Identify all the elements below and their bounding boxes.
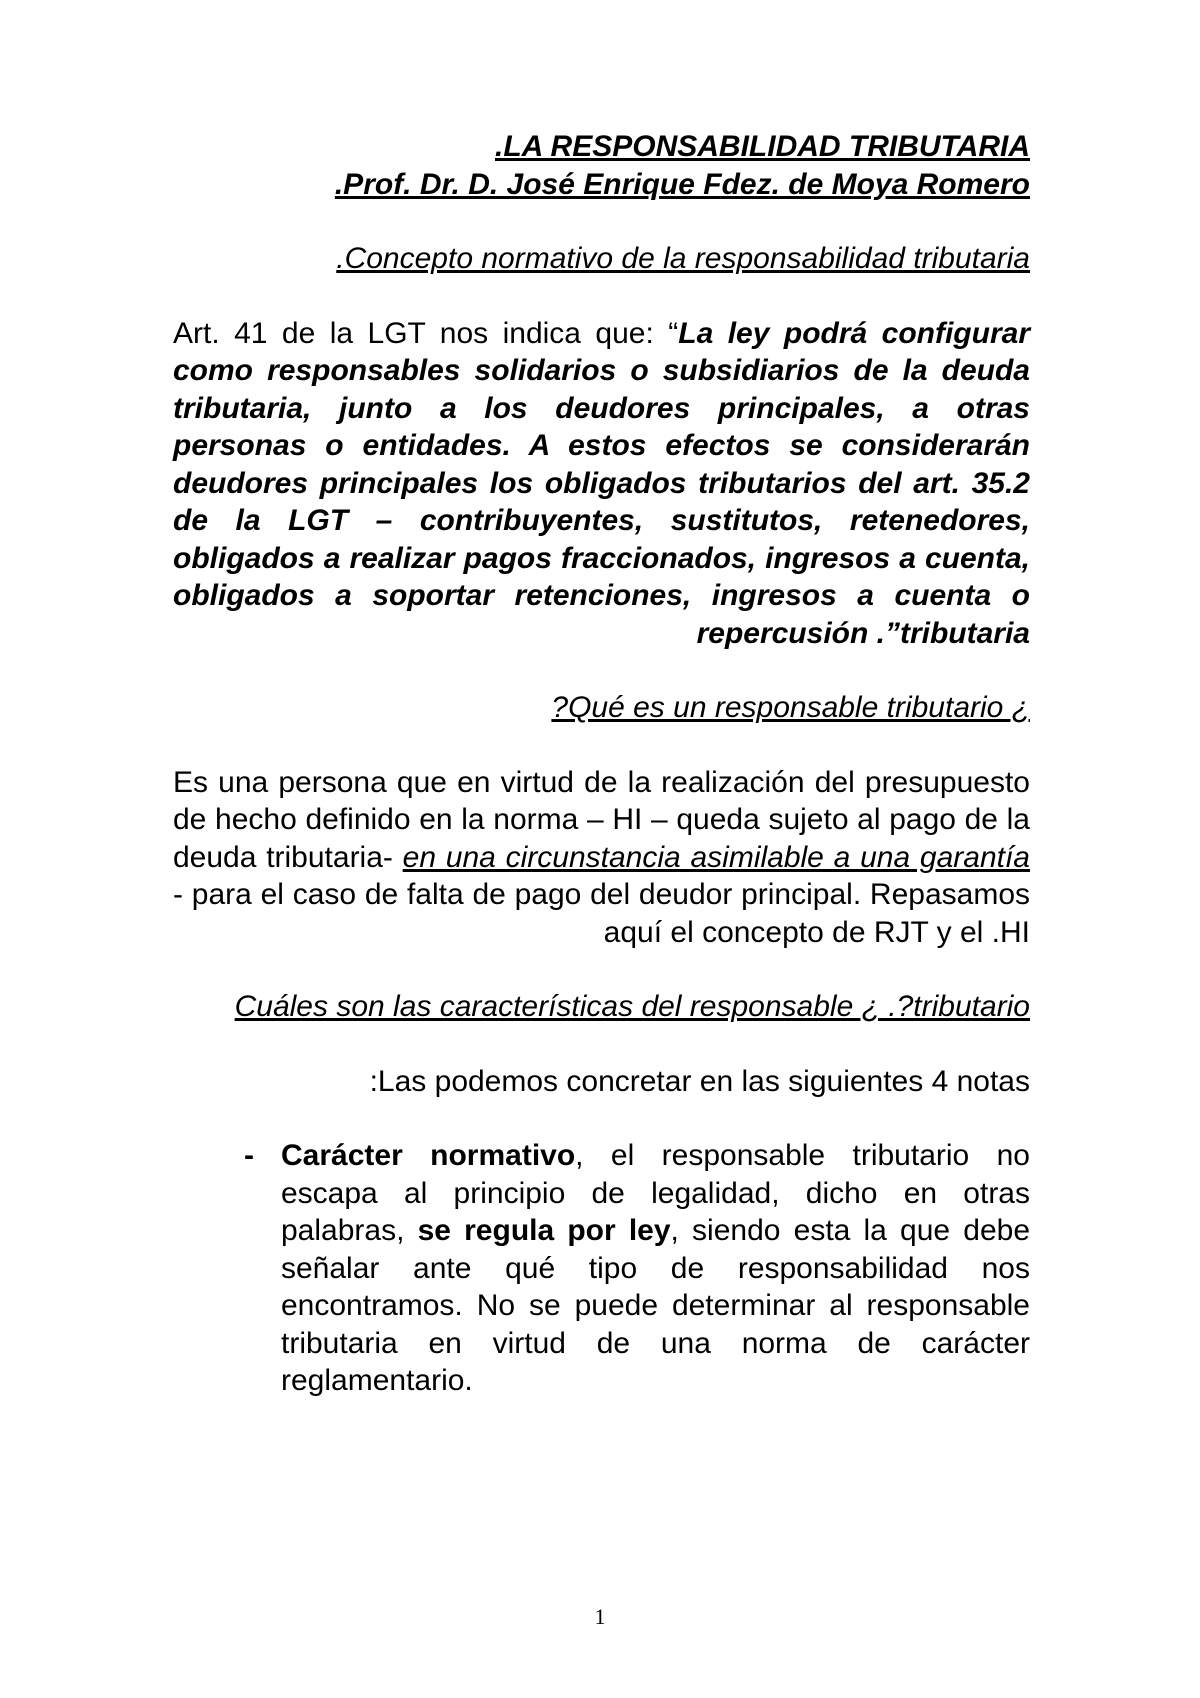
art41-paragraph bbox=[173, 315, 1030, 653]
list-item bbox=[281, 1137, 1030, 1400]
section-heading-concepto: .Concepto normativo de la responsabilidad tributaria bbox=[336, 242, 1030, 275]
item1-term: Carácter normativo bbox=[281, 1139, 576, 1172]
section-heading-caracteristicas: Cuáles son las características del responsable ¿ .?tributario bbox=[234, 990, 1030, 1023]
item1-text2: , siendo esta la que debe señalar ante qué tipo de responsabilidad nos encontramos. No se puede determinar al responsable tributaria en virtud de una norma de carácter reglamentario. bbox=[281, 1214, 1030, 1397]
section-heading-que-es: ?Qué es un responsable tributario ¿ bbox=[551, 691, 1030, 724]
document-page bbox=[173, 128, 1030, 1400]
document-author: .Prof. Dr. D. José Enrique Fdez. de Moya Romero bbox=[334, 167, 1030, 201]
definition-paragraph bbox=[173, 764, 1030, 952]
item1-text1: , el responsable tributario no escapa al principio de legalidad, dicho en otras palabras, bbox=[281, 1139, 1030, 1247]
notes-intro: :Las podemos concretar en las siguientes 4 notas bbox=[369, 1064, 1030, 1098]
definition-part1: Es una persona que en virtud de la realización del presupuesto de hecho definido en la norma – HI – queda sujeto al pago de la deuda tributaria- bbox=[173, 765, 1030, 874]
art41-intro: Art. 41 de la LGT nos indica que: “ bbox=[173, 316, 679, 350]
characteristics-list bbox=[173, 1137, 1030, 1400]
item1-emphasis: se regula por ley bbox=[417, 1214, 671, 1247]
page-number: 1 bbox=[594, 1604, 606, 1629]
list-bullet: - bbox=[244, 1139, 254, 1172]
definition-emphasis: en una circunstancia asimilable a una garantía bbox=[402, 840, 1030, 874]
document-title: .LA RESPONSABILIDAD TRIBUTARIA bbox=[495, 130, 1030, 163]
definition-part2: - para el caso de falta de pago del deudor principal. Repasamos aquí el concepto de RJT y el .HI bbox=[173, 878, 1030, 949]
art41-quote: La ley podrá configurar como responsables solidarios o subsidiarios de la deuda tributaria, junto a los deudores principales, a otras personas o entidades. A estos efectos se considerarán deudores principales los obligados tributarios del art. 35.2 de la LGT – contribuyentes, sustitutos, retenedores, obligados a realizar pagos fraccionados, ingresos a cuenta, obligados a soportar retenciones, ingresos a cuenta o repercusión .”tributaria bbox=[173, 316, 1030, 650]
